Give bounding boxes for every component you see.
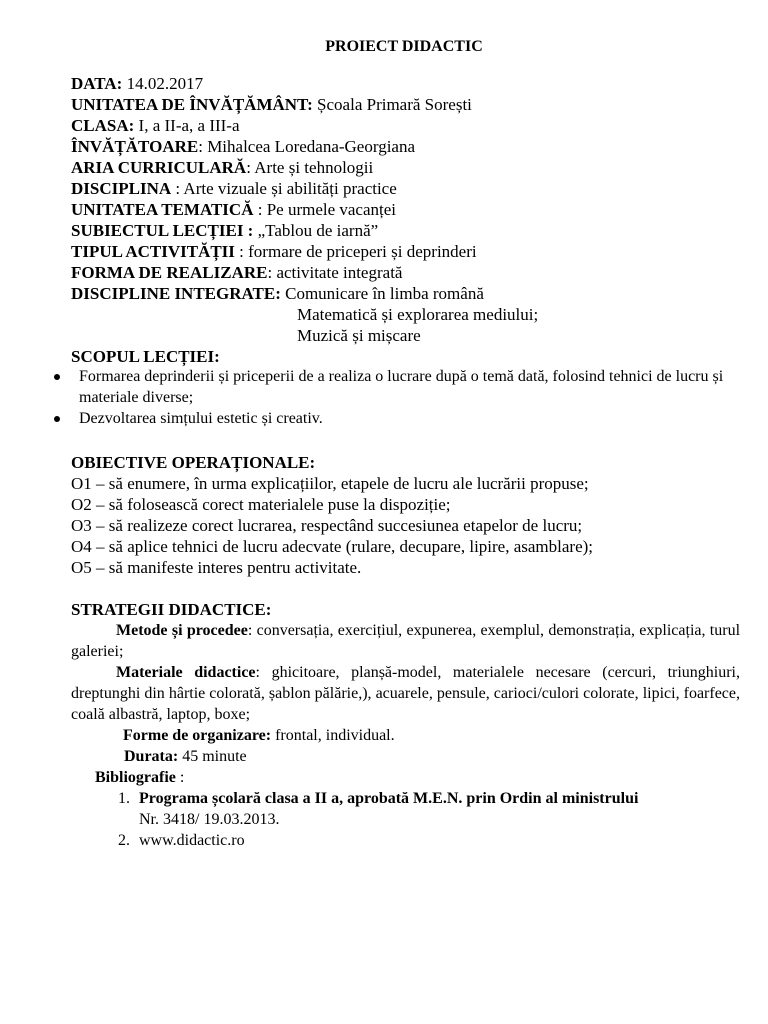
list-item: O3 – să realizeze corect lucrarea, respectând succesiunea etapelor de lucru;	[71, 516, 583, 535]
strategies-heading: STRATEGII DIDACTICE:	[71, 600, 272, 619]
field-integrated-disciplines: DISCIPLINE INTEGRATE: Comunicare în limba română	[71, 284, 484, 303]
list-item: O5 – să manifeste interes pentru activitate.	[71, 558, 362, 577]
field-data: DATA: 14.02.2017	[71, 74, 204, 93]
bullet-icon	[54, 374, 60, 380]
field-class: CLASA: I, a II-a, a III-a	[71, 116, 240, 135]
strategies-materials: Materiale didactice: ghicitoare, planșă-model, materialele necesare (cercuri, triunghiuri, dreptunghi din hârtie colorată, șablon pălărie,), acuarele, pensule, carioci/culori colorate, lipici, foarfece, coală albastră, laptop, boxe;	[71, 664, 741, 723]
field-teacher: ÎNVĂȚĂTOARE: Mihalcea Loredana-Georgiana	[71, 137, 416, 156]
strategies-duration: Durata: 45 minute	[124, 748, 247, 765]
integrated-discipline-item: Matematică și explorarea mediului;	[297, 305, 539, 324]
list-item: 2. www.didactic.ro	[118, 832, 245, 849]
field-school: UNITATEA DE ÎNVĂȚĂMÂNT: Școala Primară Sorești	[71, 95, 472, 114]
field-activity-type: TIPUL ACTIVITĂȚII : formare de priceperi și deprinderi	[71, 242, 477, 261]
bullet-icon	[54, 416, 60, 422]
bibliography-heading: Bibliografie :	[95, 769, 185, 786]
field-discipline: DISCIPLINA : Arte vizuale și abilități practice	[71, 179, 397, 198]
list-item: Dezvoltarea simțului estetic și creativ.	[54, 408, 740, 429]
list-item: 1. Programa școlară clasa a II a, aprobată M.E.N. prin Ordin al ministrului Nr. 3418/ 19.03.2013.	[118, 790, 639, 828]
field-curricular-area: ARIA CURRICULARĂ: Arte și tehnologii	[71, 158, 374, 177]
list-item: Formarea deprinderii și priceperii de a realiza o lucrare după o temă dată, folosind tehnici de lucru și materiale diverse;	[54, 366, 740, 408]
strategies-methods: Metode și procedee: conversația, exercițiul, expunerea, exemplul, demonstrația, explicația, turul galeriei;	[71, 622, 741, 660]
objectives-section	[71, 452, 740, 578]
field-thematic-unit: UNITATEA TEMATICĂ : Pe urmele vacanței	[71, 200, 397, 219]
bibliography-list	[118, 788, 740, 851]
integrated-discipline-item: Muzică și mișcare	[297, 326, 421, 345]
scope-list	[54, 366, 740, 429]
field-form: FORMA DE REALIZARE: activitate integrată	[71, 263, 403, 282]
header-fields	[71, 73, 740, 367]
document-title: PROIECT DIDACTIC	[325, 38, 483, 55]
field-lesson-subject: SUBIECTUL LECȚIEI : „Tablou de iarnă”	[71, 221, 379, 240]
list-item: O4 – să aplice tehnici de lucru adecvate (rulare, decupare, lipire, asamblare);	[71, 537, 594, 556]
scope-heading: SCOPUL LECȚIEI:	[71, 347, 220, 366]
list-item: O2 – să folosească corect materialele puse la dispoziție;	[71, 495, 451, 514]
strategies-forms: Forme de organizare: frontal, individual.	[123, 727, 395, 744]
strategies-section	[71, 599, 740, 620]
list-item: O1 – să enumere, în urma explicațiilor, etapele de lucru ale lucrării propuse;	[71, 474, 589, 493]
objectives-heading: OBIECTIVE OPERAȚIONALE:	[71, 453, 316, 472]
